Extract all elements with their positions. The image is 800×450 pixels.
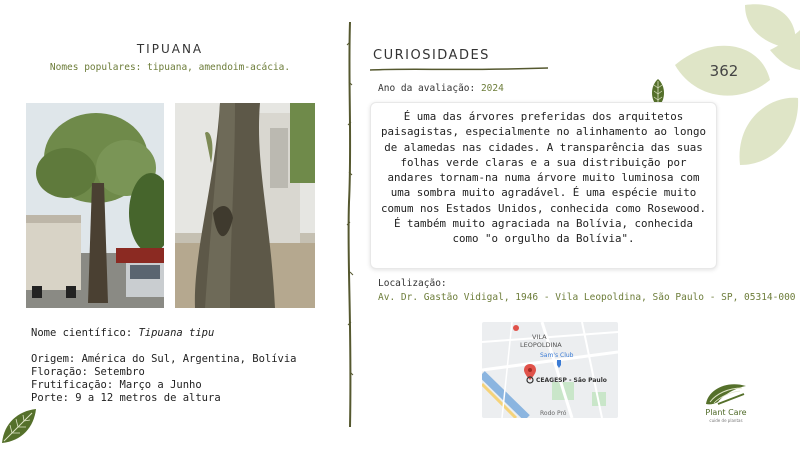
map-label-leopoldina: LEOPOLDINA [520, 341, 562, 349]
map-label-sams-club: Sam's Club [540, 352, 574, 359]
evaluation-year [378, 83, 504, 94]
location-map[interactable] [482, 322, 618, 418]
map-label-rodo: Rodo Pró [540, 410, 567, 417]
tree-photo-trunk [175, 103, 315, 308]
scientific-name-label: Nome científico: [31, 327, 139, 339]
logo-name: Plant Care [705, 408, 747, 417]
page-divider [340, 22, 360, 427]
map-label-vila: VILA [532, 333, 547, 341]
tree-number-badge: 362 [709, 62, 739, 80]
location-address: Av. Dr. Gastão Vidigal, 1946 - Vila Leopoldina, São Paulo - SP, 05314-000 [378, 292, 796, 303]
leaf-icon-bottom-left [0, 405, 40, 445]
fruiting-text: Frutificação: Março a Junho [31, 379, 202, 391]
flowering-text: Floração: Setembro [31, 366, 145, 378]
tree-title: TIPUANA [136, 42, 204, 56]
evaluation-year-value: 2024 [480, 83, 504, 94]
scientific-name-line [31, 327, 214, 339]
origin-text: Origem: América do Sul, Argentina, Bolívia [31, 353, 297, 365]
plant-care-logo-icon [704, 380, 748, 406]
size-text: Porte: 9 a 12 metros de altura [31, 392, 221, 404]
description-text: É uma das árvores preferidas dos arquitetos paisagistas, especialmente no alinhamento ao longo de alamedas nas cidades. A transparência das suas folhas verde claras e a sua distribuição por andares tornam-na numa árvore muito luminosa com uma sombra muito agradável. É uma espécie muito comum nos Estados Unidos, conhecida como Rosewood. É também muito agraciada na Bolívia, conhecida como "o orgulho da Bolívia". [381, 110, 707, 246]
tree-photo-full [26, 103, 164, 308]
popular-names: Nomes populares: tipuana, amendoim-acácia. [49, 62, 291, 73]
map-label-ceagesp: CEAGESP - São Paulo [536, 377, 607, 384]
heading-underline [370, 66, 548, 72]
location-label: Localização: [378, 278, 447, 289]
curiosities-heading: CURIOSIDADES [373, 48, 490, 63]
logo-tagline: cuide de plantas [709, 418, 743, 423]
evaluation-year-label: Ano da avaliação: [378, 83, 481, 94]
description-card [370, 102, 717, 269]
scientific-name: Tipuana tipu [138, 327, 215, 339]
